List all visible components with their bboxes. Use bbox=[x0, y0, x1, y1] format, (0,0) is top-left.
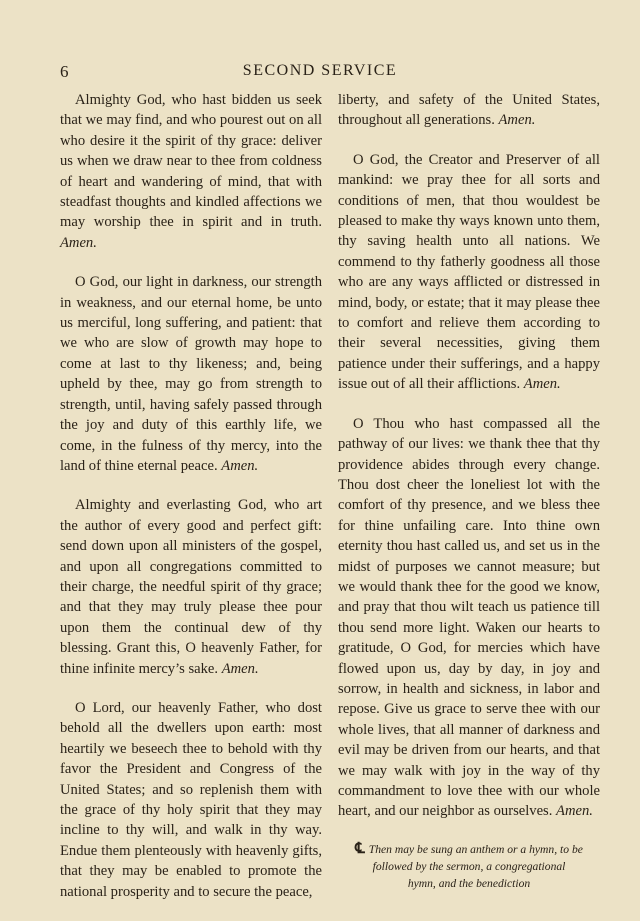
rubric-line-2: followed by the sermon, a congregational bbox=[372, 859, 566, 873]
amen: Amen. bbox=[498, 112, 536, 129]
prayer-text: liberty, and safety of the United States, throughout all generations. bbox=[338, 92, 600, 129]
prayer-paragraph bbox=[60, 698, 322, 902]
amen: Amen. bbox=[60, 234, 97, 251]
page-number: 6 bbox=[60, 62, 69, 81]
rubric-mark-icon: ℄ bbox=[355, 840, 365, 857]
prayer-text: O Lord, our heavenly Father, who dost behold all the dwellers upon earth: most heartily we beseech thee to behold with thy favor the President and Congress of the United States; and so replenish them with the grace of thy holy spirit that they may incline to thy will, and walk in thy way. Endue them plenteously with heavenly gifts, that they may be enabled to promote the national prosperity and to secure the peace, bbox=[60, 699, 322, 900]
rubric-line-1: Then may be sung an anthem or a hymn, to be bbox=[368, 842, 583, 856]
rubric bbox=[338, 841, 600, 892]
amen: Amen. bbox=[523, 376, 561, 393]
prayer-text: O God, our light in darkness, our strength in weakness, and our eternal home, be unto us merciful, long suffering, and patient: that we who are slow of growth may hope to come at last to thy likeness; and, being upheld by thee, may go from strength to strength, until, having safely passed through the joy and duty of this earthly life, we come, in the fulness of thy mercy, into the land of thine eternal peace. bbox=[60, 274, 322, 474]
prayer-text: Almighty and everlasting God, who art the author of every good and perfect gift: send down upon all ministers of the gospel, and upon all congregations committed to their charge, the needful spirit of thy grace; and that they may truly please thee pour upon them the continual dew of thy blessing. Grant this, O heavenly Father, for thine infinite mercy’s sake. bbox=[60, 497, 322, 677]
prayer-text: O God, the Creator and Preserver of all mankind: we pray thee for all sorts and conditions of men, that thou wouldest be pleased to make thy ways known unto them, thy saving health unto all nations. We commend to thy fatherly goodness all those who are any ways afflicted or distressed in mind, body, or estate; that it may please thee to comfort and relieve them according to their several necessities, giving them patience under their sufferings, and a happy issue out of all their afflictions. bbox=[338, 151, 600, 393]
prayer-paragraph bbox=[338, 414, 600, 822]
prayer-paragraph-continued bbox=[338, 90, 600, 131]
prayer-paragraph bbox=[338, 150, 600, 395]
running-head: SECOND SERVICE bbox=[242, 62, 398, 79]
amen: Amen. bbox=[221, 457, 259, 474]
prayer-paragraph bbox=[60, 272, 322, 476]
left-column bbox=[60, 90, 322, 921]
prayer-paragraph bbox=[60, 495, 322, 679]
prayer-text: Almighty God, who hast bidden us seek that we may find, and who pourest out on all who desire it the spirit of thy grace: deliver us when we draw near to thee from coldness of heart and wandering of mind, that with steadfast thoughts and kindled affections we may worship thee in spirit and in truth. bbox=[60, 92, 322, 231]
amen: Amen. bbox=[221, 660, 259, 677]
prayer-text: O Thou who hast compassed all the pathway of our lives: we thank thee that thy providence abides through every change. Thou dost cheer the loneliest lot with the comfort of thy presence, and we bless thee for thine unfailing care. Into thine own eternity thou hast called us, and set us in the midst of purposes we cannot measure; but we would thank thee for the good we know, and pray that thou wilt teach us patience till thou send more light. Waken our hearts to gratitude, O God, for mercies which have flowed upon us, day by day, in joy and sorrow, in health and sickness, in labor and repose. Give us grace to serve thee with our whole lives, that all manner of darkness and evil may be driven from our hearts, and that we may walk with joy in the way of thy commandment to love thee with our whole heart, and our neighbor as ourselves. bbox=[338, 415, 600, 820]
prayer-paragraph bbox=[60, 90, 322, 253]
right-column bbox=[338, 90, 600, 892]
amen: Amen. bbox=[556, 803, 593, 820]
rubric-line-3: hymn, and the benediction bbox=[407, 876, 531, 890]
